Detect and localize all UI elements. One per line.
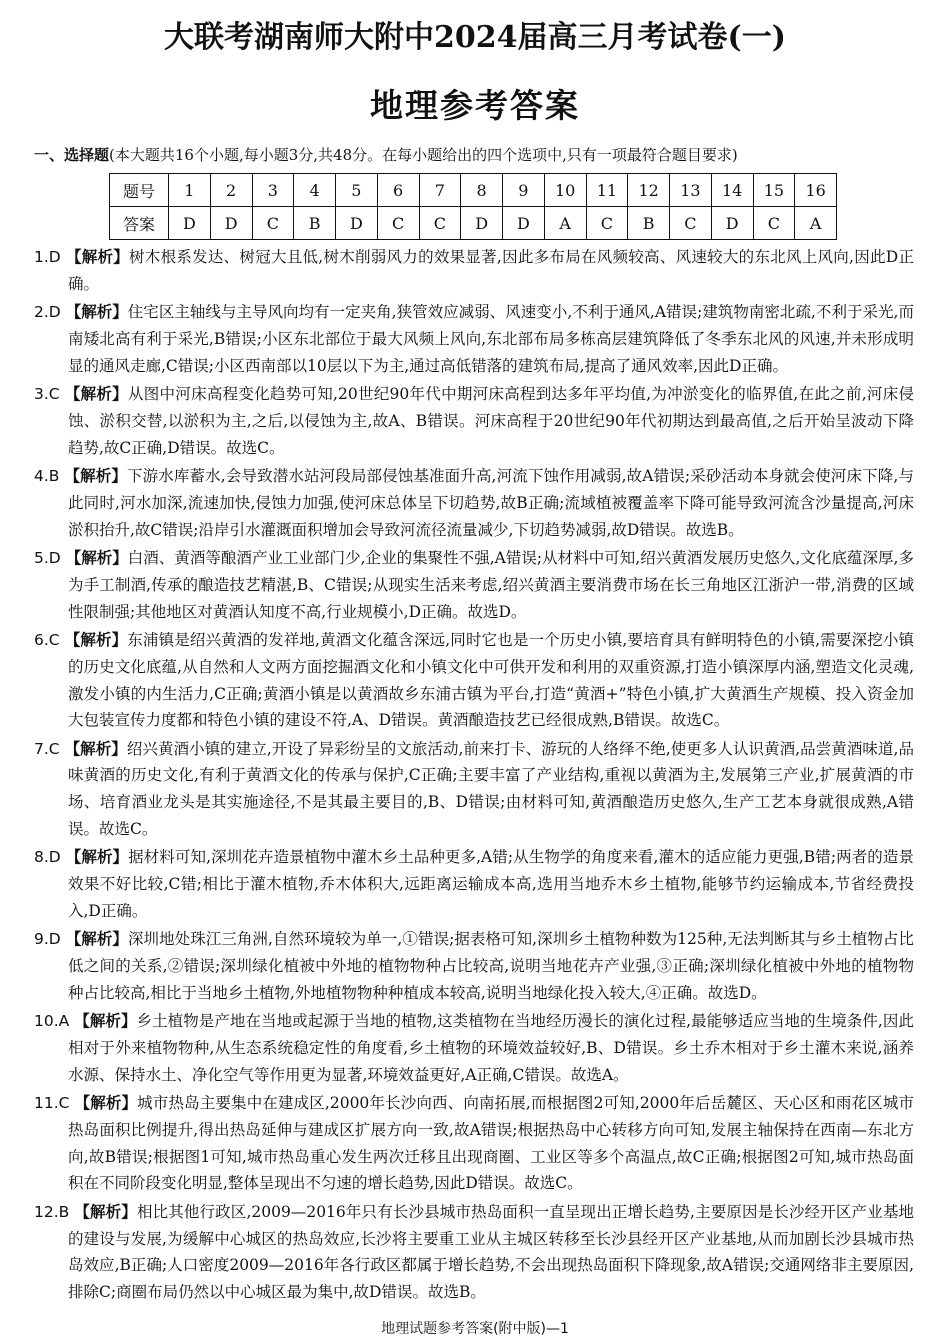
row-label-number: 题号 <box>110 174 169 207</box>
question-number-cell: 12 <box>628 174 670 207</box>
question-number-cell: 14 <box>711 174 753 207</box>
explanation-item <box>34 381 914 461</box>
explanation-item <box>34 1090 914 1197</box>
answer-cell: C <box>586 207 628 240</box>
item-text: 据材料可知,深圳花卉造景植物中灌木乡土品种更多,A错;从生物学的角度来看,灌木的适应能力更强,B错;两者的造景效果不好比较,C错;相比于灌木植物,乔木体积大,远距离运输成本高,选用当地乔木乡土植物,能够节约运输成本,节省经费投入,D正确。 <box>68 848 914 920</box>
analysis-tag: 【解析】 <box>64 467 128 486</box>
answer-cell: D <box>503 207 545 240</box>
answer-cell: C <box>252 207 294 240</box>
answer-cell: C <box>753 207 795 240</box>
question-number-cell: 16 <box>795 174 837 207</box>
answer-cell: C <box>419 207 461 240</box>
explanation-item <box>34 545 914 625</box>
analysis-tag: 【解析】 <box>64 739 127 758</box>
explanation-item <box>34 736 914 843</box>
item-number: 7.C <box>34 739 60 758</box>
item-number: 4.B <box>34 467 60 486</box>
answer-cell: C <box>670 207 712 240</box>
explanation-item <box>34 1199 914 1306</box>
analysis-tag: 【解析】 <box>74 1012 137 1031</box>
item-text: 相比其他行政区,2009—2016年只有长沙县城市热岛面积一直呈现出正增长趋势,主要原因是长沙经开区产业基地的建设与发展,为缓解中心城区的热岛效应,长沙将主要重工业从主城区转移至长沙县经开区产业基地,从而加剧长沙县城市热岛效应,B正确;人口密度2009—2016年各行政区都属于增长趋势,不会出现热岛面积下降现象,故A错误;交通网络非主要原因,排除C;商圈布局仍然以中心城区最为集中,故D错误。故选B。 <box>68 1202 914 1301</box>
item-text: 乡土植物是产地在当地或起源于当地的植物,这类植物在当地经历漫长的演化过程,最能够适应当地的生境条件,因此相对于外来植物物种,从生态系统稳定性的角度看,乡土植物的环境效益较好,B、D错误。乡土乔木相对于乡土灌木来说,涵养水源、保持水土、净化空气等作用更为显著,环境效益更好,A正确,C错误。故选A。 <box>68 1012 914 1084</box>
item-number: 10.A <box>34 1012 70 1031</box>
answer-cell: A <box>544 207 586 240</box>
explanation-item <box>34 1008 914 1088</box>
analysis-tag: 【解析】 <box>74 1202 137 1221</box>
answer-cell: D <box>336 207 378 240</box>
item-number: 9.D <box>34 930 61 949</box>
exam-title: 大联考湖南师大附中2024届高三月考试卷(一) <box>164 20 786 55</box>
answer-cell: B <box>628 207 670 240</box>
explanation-item <box>34 627 914 734</box>
question-number-cell: 6 <box>377 174 419 207</box>
answer-cell: B <box>294 207 336 240</box>
analysis-tag: 【解析】 <box>65 248 130 266</box>
item-text: 下游水库蓄水,会导致潜水站河段局部侵蚀基准面升高,河流下蚀作用减弱,故A错误;采砂活动本身就会使河床下降,与此同时,河水加深,流速加快,侵蚀力加强,使河床总体呈下切趋势,故B正确;流域植被覆盖率下降可能导致河流含沙量提高,河床淤积抬升,故C错误;沿岸引水灌溉面积增加会导致河流径流量减少,下切趋势减弱,故D错误。故选B。 <box>68 467 914 539</box>
analysis-tag: 【解析】 <box>65 549 128 568</box>
analysis-tag: 【解析】 <box>74 1094 138 1113</box>
explanation-item <box>34 463 914 543</box>
explanation-item <box>34 844 914 924</box>
answer-cell: D <box>169 207 211 240</box>
question-number-cell: 7 <box>419 174 461 207</box>
item-text: 住宅区主轴线与主导风向均有一定夹角,狭管效应减弱、风速变小,不利于通风,A错误;建筑物南密北疏,不利于采光,而南矮北高有利于采光,B错误;小区东北部位于最大风频上风向,东北部布局多栋高层建筑降低了冬季东北风的风速,并未形成明显的通风走廊,C错误;小区西南部以10层以下为主,通过高低错落的建筑布局,提高了通风效率,因此D正确。 <box>68 303 914 375</box>
page-footer: 地理试题参考答案(附中版)—1 <box>381 1321 569 1337</box>
question-number-cell: 10 <box>544 174 586 207</box>
item-text: 白酒、黄酒等酿酒产业工业部门少,企业的集聚性不强,A错误;从材料中可知,绍兴黄酒发展历史悠久,文化底蕴深厚,多为手工制酒,传承的酿造技艺精湛,B、C错误;从现实生活来考虑,绍兴黄酒主要消费市场在长三角地区江浙沪一带,消费的区域性限制强;其他地区对黄酒认知度不高,行业规模小,D正确。故选D。 <box>68 549 914 621</box>
section-heading <box>34 144 934 166</box>
answer-cell: A <box>795 207 837 240</box>
row-label-answer: 答案 <box>110 207 169 240</box>
item-text: 绍兴黄酒小镇的建立,开设了异彩纷呈的文旅活动,前来打卡、游玩的人络绎不绝,使更多人认识黄酒,品尝黄酒味道,品味黄酒的历史文化,有利于黄酒文化的传承与保护,C正确;主要丰富了产业结构,重视以黄酒为主,发展第三产业,扩展黄酒的市场、培育酒业龙头是其实施途径,不是其最主要目的,B、D错误;由材料可知,黄酒酿造历史悠久,生产工艺本身就很成熟,A错误。故选C。 <box>68 739 914 838</box>
item-text: 深圳地处珠江三角洲,自然环境较为单一,①错误;据表格可知,深圳乡土植物种数为125种,无法判断其与乡土植物占比低之间的关系,②错误;深圳绿化植被中外地的植物物种占比较高,说明当地花卉产业强,③正确;深圳绿化植被中外地的植物物种占比较高,相比于当地乡土植物,外地植物物种种植成本较高,说明当地绿化投入较大,④正确。故选D。 <box>68 930 914 1002</box>
question-number-cell: 8 <box>461 174 503 207</box>
item-text: 东浦镇是绍兴黄酒的发祥地,黄酒文化蕴含深远,同时它也是一个历史小镇,要培育具有鲜明特色的小镇,需要深挖小镇的历史文化底蕴,从自然和人文两方面挖掘酒文化和小镇文化中可供开发和利用的双重资源,打造小镇深厚内涵,塑造文化灵魂,激发小镇的内生活力,C正确;黄酒小镇是以黄酒故乡东浦古镇为平台,打造“黄酒+”特色小镇,扩大黄酒生产规模、投入资金加大包装宣传力度都和特色小镇的建设不符,A、D错误。黄酒酿造技艺已经很成熟,B错误。故选C。 <box>68 631 914 730</box>
question-number-cell: 11 <box>586 174 628 207</box>
answer-cell: D <box>461 207 503 240</box>
question-number-cell: 3 <box>252 174 294 207</box>
item-number: 1.D <box>34 248 61 266</box>
subject-title: 地理参考答案 <box>370 86 580 125</box>
number-row <box>110 174 837 207</box>
item-number: 5.D <box>34 549 61 568</box>
item-number: 12.B <box>34 1202 70 1221</box>
explanation-list <box>34 244 914 1308</box>
item-text: 城市热岛主要集中在建成区,2000年长沙向西、向南拓展,而根据图2可知,2000年后岳麓区、天心区和雨花区城市热岛面积比例提升,得出热岛延伸与建成区扩展方向一致,故A错误;根据热岛中心转移方向可知,发展主轴保持在西南—东北方向,故B错误;根据图1可知,城市热岛重心发生两次迁移且出现商圈、工业区等多个高温点,故C正确;根据图2可知,城市热岛面积在不同阶段变化明显,整体呈现出不匀速的增长趋势,因此D错误。故选C。 <box>68 1094 914 1193</box>
answer-cell: D <box>711 207 753 240</box>
section-instructions: (本大题共16个小题,每小题3分,共48分。在每小题给出的四个选项中,只有一项最符合题目要求) <box>109 146 738 164</box>
analysis-tag: 【解析】 <box>65 303 128 322</box>
item-number: 8.D <box>34 848 61 867</box>
section-lead: 一、选择题 <box>34 146 110 164</box>
answer-cell: D <box>210 207 252 240</box>
question-number-cell: 13 <box>670 174 712 207</box>
question-number-cell: 5 <box>336 174 378 207</box>
explanation-item <box>34 244 914 297</box>
item-text: 从图中河床高程变化趋势可知,20世纪90年代中期河床高程到达多年平均值,为冲淤变化的临界值,在此之前,河床侵蚀、淤积交替,以淤积为主,之后,以侵蚀为主,故A、B错误。河床高程于20世纪90年代初期达到最高值,之后开始呈波动下降趋势,故C正确,D错误。故选C。 <box>68 385 914 457</box>
question-number-cell: 2 <box>210 174 252 207</box>
question-number-cell: 15 <box>753 174 795 207</box>
analysis-tag: 【解析】 <box>64 385 128 404</box>
analysis-tag: 【解析】 <box>65 848 129 867</box>
item-number: 6.C <box>34 631 60 650</box>
explanation-item <box>34 926 914 1006</box>
question-number-cell: 1 <box>169 174 211 207</box>
answer-cell: C <box>377 207 419 240</box>
item-number: 11.C <box>34 1094 70 1113</box>
answer-row <box>110 207 837 240</box>
item-number: 2.D <box>34 303 61 322</box>
explanation-item <box>34 299 914 379</box>
item-text: 树木根系发达、树冠大且低,树木削弱风力的效果显著,因此多布局在风频较高、风速较大的东北风上风向,因此D正确。 <box>68 248 914 293</box>
item-number: 3.C <box>34 385 60 404</box>
question-number-cell: 9 <box>503 174 545 207</box>
analysis-tag: 【解析】 <box>65 930 128 949</box>
answer-table <box>109 173 837 240</box>
analysis-tag: 【解析】 <box>64 631 128 650</box>
question-number-cell: 4 <box>294 174 336 207</box>
